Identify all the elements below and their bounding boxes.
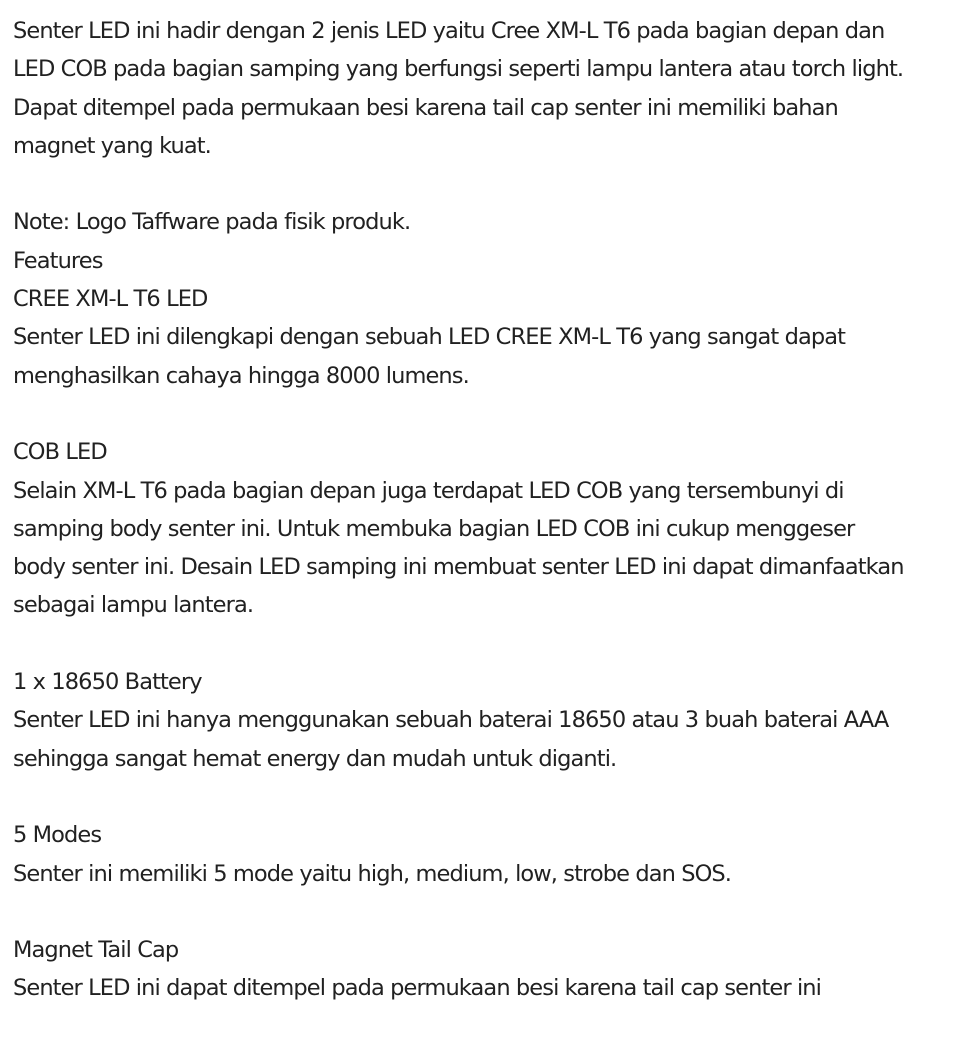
feature-line: body senter ini. Desain LED samping ini membuat senter LED ini dapat dimanfaatkan [13, 554, 904, 581]
note-text: Note: Logo Taffware pada fisik produk. [13, 209, 411, 236]
feature-title: 1 x 18650 Battery [13, 669, 202, 696]
feature-line: samping body senter ini. Untuk membuka bagian LED COB ini cukup menggeser [13, 515, 855, 542]
feature-section-cob [13, 433, 957, 624]
intro-line: magnet yang kuat. [13, 132, 211, 159]
feature-line: Selain XM-L T6 pada bagian depan juga terdapat LED COB yang tersembunyi di [13, 477, 844, 504]
feature-line: sehingga sangat hemat energy dan mudah untuk diganti. [13, 745, 617, 772]
product-description [13, 12, 957, 1046]
intro-line: Dapat ditempel pada permukaan besi karena tail cap senter ini memiliki bahan [13, 94, 838, 121]
intro-line: LED COB pada bagian samping yang berfungsi seperti lampu lantera atau torch light. [13, 56, 904, 83]
intro-line: Senter LED ini hadir dengan 2 jenis LED yaitu Cree XM-L T6 pada bagian depan dan [13, 18, 885, 44]
feature-line: Senter ini memiliki 5 mode yaitu high, medium, low, strobe dan SOS. [13, 860, 732, 887]
feature-line: Senter LED ini hanya menggunakan sebuah baterai 18650 atau 3 buah baterai AAA [13, 707, 889, 734]
feature-section-magnet [13, 931, 957, 1008]
feature-line: menghasilkan cahaya hingga 8000 lumens. [13, 362, 469, 389]
feature-section-cree [13, 203, 957, 394]
intro-paragraph [13, 12, 957, 165]
features-heading: Features [13, 247, 103, 274]
feature-title: CREE XM-L T6 LED [13, 286, 208, 313]
feature-section-modes [13, 816, 957, 893]
feature-line: Senter LED ini dapat ditempel pada permukaan besi karena tail cap senter ini [13, 975, 822, 1002]
feature-section-battery [13, 663, 957, 778]
feature-title: COB LED [13, 439, 107, 466]
feature-line: sebagai lampu lantera. [13, 592, 254, 619]
feature-title: Magnet Tail Cap [13, 937, 179, 964]
feature-line: Senter LED ini dilengkapi dengan sebuah LED CREE XM-L T6 yang sangat dapat [13, 324, 846, 351]
feature-title: 5 Modes [13, 822, 102, 849]
